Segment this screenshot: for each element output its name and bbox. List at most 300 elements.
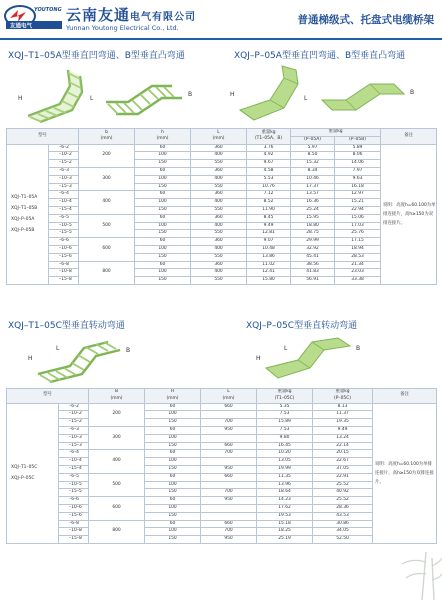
- weight-t1-cell: 11.35: [257, 473, 313, 481]
- weight-p-b-cell: 9.63: [335, 175, 381, 183]
- model-code-cell: –15–4: [59, 465, 89, 473]
- table-row: [7, 261, 437, 269]
- model-code-cell: –10–2: [59, 411, 89, 419]
- height-h-cell: 60: [135, 261, 191, 269]
- header-weight-t1: 重量kg (T1–05A、B): [247, 129, 291, 145]
- weight-t1-cell: 13.86: [247, 253, 291, 261]
- weight-p-b-cell: 21.34: [335, 261, 381, 269]
- weight-p-a-cell: 13.57: [291, 191, 335, 199]
- weight-t1-cell: 8.45: [247, 214, 291, 222]
- table-row: [7, 442, 437, 450]
- length-l-cell: 400: [191, 175, 247, 183]
- width-b-cell: 600: [89, 497, 145, 520]
- weight-p-b-cell: 25.76: [335, 230, 381, 238]
- table-row: [7, 536, 437, 544]
- weight-t1-cell: 16.45: [257, 442, 313, 450]
- height-h-cell: 100: [145, 504, 201, 512]
- ladder-concave-bend-drawing: [28, 70, 82, 122]
- height-h-cell: 150: [145, 536, 201, 544]
- header2-model: 型号: [7, 389, 89, 404]
- height-h-cell: 60: [135, 144, 191, 152]
- weight-p-a-cell: 15.95: [291, 214, 335, 222]
- weight-t1-cell: 19.99: [257, 465, 313, 473]
- model-name: XQJ–T1–05A: [11, 195, 38, 201]
- height-h-cell: 150: [135, 253, 191, 261]
- model-code-cell: –6–4: [49, 191, 79, 199]
- width-b-cell: 300: [79, 167, 135, 190]
- length-l-cell: 950: [201, 536, 257, 544]
- header2-note: 备注: [373, 389, 437, 404]
- height-h-cell: 100: [135, 175, 191, 183]
- model-code-cell: –15–6: [59, 512, 89, 520]
- model-name: XQJ–P–05C: [11, 476, 35, 482]
- section2-title-left: XQJ–T1–05C型垂直转动弯通: [8, 321, 125, 331]
- weight-t1-cell: 25.19: [257, 536, 313, 544]
- model-code-cell: –10–4: [59, 458, 89, 466]
- model-code-cell: –6–2: [59, 403, 89, 411]
- weight-p-a-cell: 16.36: [291, 199, 335, 207]
- header2-l: L (mm): [201, 389, 257, 404]
- company-name-suffix: 电气有限公司: [130, 12, 197, 23]
- width-b-cell: 600: [79, 238, 135, 261]
- weight-p-a-cell: 28.75: [291, 230, 335, 238]
- length-l-cell: 400: [191, 269, 247, 277]
- length-l-cell: 660: [201, 520, 257, 528]
- width-b-cell: 500: [79, 214, 135, 237]
- length-l-cell: 400: [191, 222, 247, 230]
- height-h-cell: 60: [135, 214, 191, 222]
- header-model: 型号: [7, 129, 79, 145]
- model-code-cell: –6–2: [49, 144, 79, 152]
- weight-t1-cell: 9.67: [247, 160, 291, 168]
- height-h-cell: 100: [145, 411, 201, 419]
- length-l-cell: 360: [191, 214, 247, 222]
- table-row: [7, 481, 437, 489]
- weight-p-a-cell: 41.83: [291, 269, 335, 277]
- model-code-cell: –15–3: [59, 442, 89, 450]
- length-l-cell: 400: [191, 245, 247, 253]
- weight-t1-cell: 14.23: [257, 497, 313, 505]
- weight-t1-cell: 11.90: [247, 206, 291, 214]
- header-b: b (mm): [79, 129, 135, 145]
- model-code-cell: –10–5: [49, 222, 79, 230]
- weight-p-cell: 8.13: [313, 403, 373, 411]
- weight-p-b-cell: 28.53: [335, 253, 381, 261]
- section1-title-right: XQJ–P–05A型垂直凹弯通、B型垂直凸弯通: [234, 51, 406, 61]
- table-row: [7, 403, 437, 411]
- weight-t1-cell: 8.52: [247, 199, 291, 207]
- header-b-unit: (mm): [100, 136, 113, 142]
- model-code-cell: –6–8: [59, 520, 89, 528]
- height-h-cell: 150: [135, 230, 191, 238]
- header2-weight-t1-sub: (T1–05C): [274, 395, 295, 401]
- ladder-rotating-bend-drawing: [38, 342, 120, 382]
- table-row: [7, 222, 437, 230]
- length-l-cell: 550: [191, 206, 247, 214]
- weight-p-cell: 19.35: [313, 419, 373, 427]
- length-l-cell: [201, 481, 257, 489]
- weight-p-cell: 40.92: [313, 489, 373, 497]
- height-h-cell: 60: [145, 473, 201, 481]
- weight-p-a-cell: 38.56: [291, 261, 335, 269]
- header2-h: H (mm): [145, 389, 201, 404]
- weight-p-b-cell: 18.94: [335, 245, 381, 253]
- header-h-unit: (mm): [156, 136, 169, 142]
- weight-t1-cell: 5.53: [247, 175, 291, 183]
- model-code-cell: –10–2: [49, 152, 79, 160]
- tray-convex-bend-drawing: [322, 84, 404, 110]
- fig1-label-b: B: [188, 91, 193, 98]
- fig3-label-h: H: [28, 355, 33, 362]
- header-weight-p05b: (P–05B): [335, 136, 381, 144]
- weight-t1-cell: 4.92: [247, 152, 291, 160]
- company-logo-icon: [4, 4, 64, 30]
- length-l-cell: 660: [201, 442, 257, 450]
- model-code-cell: –6–5: [49, 214, 79, 222]
- weight-t1-cell: 15.80: [247, 277, 291, 285]
- header2-b-unit: (mm): [110, 395, 123, 401]
- weight-p-a-cell: 18.80: [291, 222, 335, 230]
- weight-t1-cell: 13.96: [257, 481, 313, 489]
- header2-b: B (mm): [89, 389, 145, 404]
- height-h-cell: 100: [145, 481, 201, 489]
- weight-t1-cell: 5.35: [257, 403, 313, 411]
- fig2-label-b: B: [410, 89, 415, 96]
- width-b-cell: 400: [79, 191, 135, 214]
- header2-weight-p-sub: (P–05C): [334, 395, 351, 401]
- weight-p-cell: 25.52: [313, 497, 373, 505]
- height-h-cell: 60: [145, 497, 201, 505]
- weight-p-b-cell: 16.18: [335, 183, 381, 191]
- height-h-cell: 60: [145, 450, 201, 458]
- height-h-cell: 60: [145, 426, 201, 434]
- length-l-cell: 660: [201, 403, 257, 411]
- page-header: [0, 0, 442, 40]
- ladder-rotating-bend-figure: [10, 330, 220, 384]
- height-h-cell: 150: [135, 160, 191, 168]
- height-h-cell: 150: [145, 442, 201, 450]
- length-l-cell: 360: [191, 238, 247, 246]
- weight-p-cell: 13.24: [313, 434, 373, 442]
- length-l-cell: 700: [201, 450, 257, 458]
- weight-t1-cell: 18.64: [257, 489, 313, 497]
- model-code-cell: –15–5: [59, 489, 89, 497]
- header-l: L (mm): [191, 129, 247, 145]
- weight-p-b-cell: 12.97: [335, 191, 381, 199]
- header2-h-unit: (mm): [166, 395, 179, 401]
- length-l-cell: 360: [191, 191, 247, 199]
- model-code-cell: –10–6: [59, 504, 89, 512]
- model-list-cell: [7, 144, 49, 284]
- table-row: [7, 497, 437, 505]
- weight-p-cell: 52.50: [313, 536, 373, 544]
- table-row: [7, 167, 437, 175]
- weight-p-b-cell: 8.06: [335, 152, 381, 160]
- length-l-cell: 550: [191, 183, 247, 191]
- table-row: [7, 214, 437, 222]
- table-row: [7, 144, 437, 152]
- weight-p-cell: 22.67: [313, 458, 373, 466]
- weight-p-b-cell: 15.21: [335, 199, 381, 207]
- length-l-cell: 400: [191, 199, 247, 207]
- svg-text:友通电气: 友通电气: [10, 23, 33, 30]
- weight-t1-cell: 9.07: [247, 238, 291, 246]
- table-row: [7, 277, 437, 285]
- weight-p-a-cell: 25.24: [291, 206, 335, 214]
- rotating-bend-spec-table: [6, 388, 437, 544]
- height-h-cell: 150: [145, 512, 201, 520]
- weight-p-a-cell: 8.50: [291, 152, 335, 160]
- fig2-label-h: H: [230, 91, 235, 98]
- weight-p-a-cell: 17.37: [291, 183, 335, 191]
- table-row: [7, 175, 437, 183]
- tray-concave-bend-drawing: [240, 66, 298, 120]
- weight-p-cell: 22.91: [313, 473, 373, 481]
- length-l-cell: 660: [201, 473, 257, 481]
- length-l-cell: 700: [201, 489, 257, 497]
- weight-t1-cell: 9.80: [257, 434, 313, 442]
- table-row: [7, 183, 437, 191]
- header2-weight-t1: 重量kg (T1–05C): [257, 389, 313, 404]
- weight-t1-cell: 15.18: [257, 520, 313, 528]
- table-row: [7, 434, 437, 442]
- page-title: 普通梯级式、托盘式电缆桥架: [297, 14, 434, 26]
- weight-p-cell: 43.53: [313, 512, 373, 520]
- height-h-cell: 100: [145, 434, 201, 442]
- weight-p-b-cell: 5.89: [335, 144, 381, 152]
- model-code-cell: –6–8: [49, 261, 79, 269]
- header-h: h (mm): [135, 129, 191, 145]
- table-row: [7, 426, 437, 434]
- width-b-cell: 200: [79, 144, 135, 167]
- weight-p-a-cell: 8.34: [291, 167, 335, 175]
- height-h-cell: 100: [135, 152, 191, 160]
- model-code-cell: –10–3: [59, 434, 89, 442]
- model-name: XQJ–T1–05C: [11, 465, 38, 471]
- tray-rotating-bend-drawing: [266, 338, 350, 378]
- weight-p-cell: 11.37: [313, 411, 373, 419]
- fig1-label-h: H: [18, 95, 23, 102]
- tray-rotating-bend-figure: [226, 330, 436, 384]
- model-code-cell: –6–6: [49, 238, 79, 246]
- model-name: XQJ–T1–05B: [11, 206, 38, 212]
- width-b-cell: 800: [89, 520, 145, 543]
- model-code-cell: –15–8: [59, 536, 89, 544]
- header-weight-t1-sub: (T1–05A、B): [254, 136, 283, 142]
- bamboo-decoration-icon: [352, 552, 442, 600]
- weight-t1-cell: 7.12: [247, 191, 291, 199]
- height-h-cell: 100: [135, 245, 191, 253]
- table-row: [7, 528, 437, 536]
- weight-p-b-cell: 17.03: [335, 222, 381, 230]
- length-l-cell: 950: [201, 497, 257, 505]
- model-list-cell: [7, 403, 59, 543]
- table-row: [7, 269, 437, 277]
- weight-t1-cell: 9.49: [247, 222, 291, 230]
- table-row: [7, 520, 437, 528]
- weight-p-a-cell: 5.97: [291, 144, 335, 152]
- weight-p-b-cell: 23.03: [335, 269, 381, 277]
- bend-spec-table-body: [7, 144, 437, 284]
- table-row: [7, 465, 437, 473]
- header-weight-p05a: (P–05A): [291, 136, 335, 144]
- height-h-cell: 60: [145, 520, 201, 528]
- weight-p-b-cell: 7.97: [335, 167, 381, 175]
- logo-en-text: YOUTONG: [34, 7, 62, 13]
- weight-p-b-cell: 17.15: [335, 238, 381, 246]
- weight-p-cell: 37.05: [313, 465, 373, 473]
- height-h-cell: 100: [135, 222, 191, 230]
- length-l-cell: 950: [201, 426, 257, 434]
- height-h-cell: 150: [145, 465, 201, 473]
- weight-p-cell: 28.36: [313, 504, 373, 512]
- length-l-cell: 400: [191, 152, 247, 160]
- height-h-cell: 60: [135, 191, 191, 199]
- model-code-cell: –6–6: [59, 497, 89, 505]
- table-row: [7, 419, 437, 427]
- model-name: XQJ–P–05A: [11, 217, 35, 223]
- width-b-cell: 400: [89, 450, 145, 473]
- table-row: [7, 473, 437, 481]
- height-h-cell: 60: [135, 238, 191, 246]
- table-row: [7, 489, 437, 497]
- fig1-label-l: L: [90, 95, 94, 102]
- weight-t1-cell: 12.81: [247, 230, 291, 238]
- weight-p-cell: 30.86: [313, 520, 373, 528]
- weight-t1-cell: 13.05: [257, 458, 313, 466]
- height-h-cell: 100: [135, 199, 191, 207]
- weight-p-cell: 34.05: [313, 528, 373, 536]
- weight-p-a-cell: 32.92: [291, 245, 335, 253]
- model-code-cell: –10–6: [49, 245, 79, 253]
- header-weight-p: 重量kg: [291, 129, 381, 137]
- width-b-cell: 200: [89, 403, 145, 426]
- model-code-cell: –15–8: [49, 277, 79, 285]
- weight-t1-cell: 7.53: [257, 426, 313, 434]
- weight-t1-cell: 11.02: [247, 261, 291, 269]
- table-row: [7, 504, 437, 512]
- weight-t1-cell: 4.58: [247, 167, 291, 175]
- weight-p-a-cell: 56.91: [291, 277, 335, 285]
- model-code-cell: –15–6: [49, 253, 79, 261]
- width-b-cell: 800: [79, 261, 135, 284]
- width-b-cell: 500: [89, 473, 145, 496]
- table-row: [7, 512, 437, 520]
- length-l-cell: 550: [191, 230, 247, 238]
- model-code-cell: –15–3: [49, 183, 79, 191]
- width-b-cell: 300: [89, 426, 145, 449]
- height-h-cell: 100: [145, 458, 201, 466]
- weight-t1-cell: 12.41: [247, 269, 291, 277]
- weight-p-a-cell: 45.41: [291, 253, 335, 261]
- fig4-label-b: B: [356, 345, 361, 352]
- table-row: [7, 253, 437, 261]
- table-row: [7, 230, 437, 238]
- table-row: [7, 458, 437, 466]
- height-h-cell: 150: [145, 489, 201, 497]
- model-code-cell: –10–8: [59, 528, 89, 536]
- section2-title-right: XQJ–P–05C型垂直转动弯通: [246, 321, 358, 331]
- weight-p-cell: 9.49: [313, 426, 373, 434]
- length-l-cell: [201, 504, 257, 512]
- table-row: [7, 160, 437, 168]
- table-row: [7, 245, 437, 253]
- table-row: [7, 450, 437, 458]
- length-l-cell: 700: [201, 528, 257, 536]
- model-code-cell: –10–5: [59, 481, 89, 489]
- length-l-cell: [201, 512, 257, 520]
- weight-t1-cell: 18.25: [257, 528, 313, 536]
- weight-p-cell: 22.14: [313, 442, 373, 450]
- weight-t1-cell: 3.76: [247, 144, 291, 152]
- model-code-cell: –6–5: [59, 473, 89, 481]
- weight-t1-cell: 10.20: [257, 450, 313, 458]
- height-h-cell: 150: [145, 419, 201, 427]
- note-cell: 说明：高度h=60.100为单排连接片，高h≥150为双排连接片。: [381, 144, 437, 284]
- length-l-cell: 550: [191, 253, 247, 261]
- weight-t1-cell: 10.48: [247, 245, 291, 253]
- model-code-cell: –10–8: [49, 269, 79, 277]
- length-l-cell: [201, 434, 257, 442]
- length-l-cell: 360: [191, 167, 247, 175]
- length-l-cell: 700: [201, 419, 257, 427]
- section1-title-left: XQJ–T1–05A型垂直凹弯通、B型垂直凸弯通: [8, 51, 185, 61]
- length-l-cell: [201, 458, 257, 466]
- weight-p-b-cell: 14.06: [335, 160, 381, 168]
- model-code-cell: –15–2: [49, 160, 79, 168]
- header2-weight-p: 重量kg (P–05C): [313, 389, 373, 404]
- ladder-convex-bend-drawing: [106, 86, 182, 114]
- height-h-cell: 150: [135, 206, 191, 214]
- model-name: XQJ–P–05B: [11, 228, 35, 234]
- height-h-cell: 100: [135, 269, 191, 277]
- height-h-cell: 60: [145, 403, 201, 411]
- length-l-cell: 550: [191, 160, 247, 168]
- weight-t1-cell: 15.89: [257, 419, 313, 427]
- fig4-label-h: H: [256, 355, 261, 362]
- model-code-cell: –15–2: [59, 419, 89, 427]
- weight-p-a-cell: 15.32: [291, 160, 335, 168]
- length-l-cell: 950: [201, 465, 257, 473]
- length-l-cell: 360: [191, 261, 247, 269]
- company-name: 云南友通电气有限公司: [66, 6, 197, 24]
- weight-t1-cell: 7.53: [257, 411, 313, 419]
- height-h-cell: 150: [135, 183, 191, 191]
- height-h-cell: 100: [145, 528, 201, 536]
- model-code-cell: –15–4: [49, 206, 79, 214]
- table-row: [7, 206, 437, 214]
- table-row: [7, 191, 437, 199]
- header2-l-unit: (mm): [222, 395, 235, 401]
- model-code-cell: –10–3: [49, 175, 79, 183]
- note-cell: 说明：高度h=60.100为单排连接片，高h≥150为双排连接片。: [373, 403, 437, 543]
- table-row: [7, 152, 437, 160]
- length-l-cell: 550: [191, 277, 247, 285]
- fig3-label-b: B: [126, 347, 131, 354]
- ladder-vertical-bend-figure: [10, 60, 220, 124]
- header-note: 备注: [381, 129, 437, 145]
- model-code-cell: –6–4: [59, 450, 89, 458]
- weight-p-a-cell: 10.46: [291, 175, 335, 183]
- length-l-cell: 360: [191, 144, 247, 152]
- weight-p-b-cell: 22.94: [335, 206, 381, 214]
- weight-t1-cell: 10.76: [247, 183, 291, 191]
- fig2-label-l: L: [304, 95, 308, 102]
- model-code-cell: –15–5: [49, 230, 79, 238]
- bend-spec-table: [6, 128, 437, 285]
- weight-p-b-cell: 33.38: [335, 277, 381, 285]
- weight-p-cell: 20.15: [313, 450, 373, 458]
